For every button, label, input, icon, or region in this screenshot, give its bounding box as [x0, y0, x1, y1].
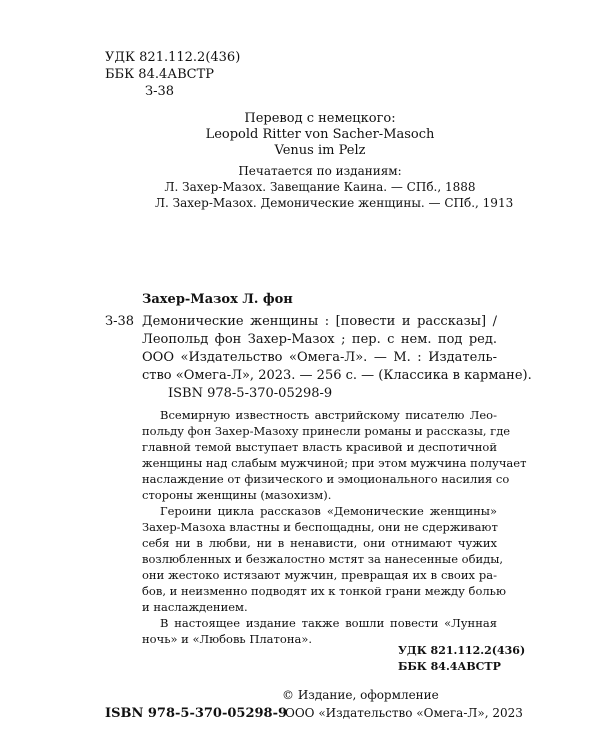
- editions-line: Л. Захер-Мазох. Демонические женщины. — СПб., 1913: [155, 196, 514, 210]
- translation-line: Перевод с немецкого:: [244, 111, 396, 126]
- copyright-publisher: ООО «Издательство «Омега-Л», 2023: [285, 706, 523, 720]
- biblio-line: Демонические женщины : [повести и рассказы] /: [142, 314, 497, 329]
- annotation-paragraph-3: [142, 615, 497, 647]
- translation-line: Leopold Ritter von Sacher-Masoch: [205, 127, 435, 142]
- annotation-line: ночь» и «Любовь Платона».: [142, 632, 313, 646]
- annotation-line: женщины над слабым мужчиной; при этом мужчина получает: [142, 456, 527, 470]
- annotation-line: они жестоко истязают мужчин, превращая их в своих ра-: [142, 568, 497, 582]
- translation-block: [155, 111, 485, 159]
- biblio-description: [142, 313, 532, 385]
- editions-line: Л. Захер-Мазох. Завещание Каина. — СПб., 1888: [164, 180, 476, 194]
- annotation-line: В настоящее издание также вошли повести «Лунная: [160, 616, 497, 630]
- biblio-line: Леопольд фон Захер-Мазох ; пер. с нем. под ред.: [142, 332, 497, 347]
- udk-code: УДК 821.112.2(436): [105, 50, 241, 65]
- biblio-author: Захер-Мазох Л. фон: [142, 292, 293, 307]
- copyright-line: © Издание, оформление: [282, 688, 439, 702]
- annotation-line: и наслаждением.: [142, 600, 248, 614]
- biblio-isbn: ISBN 978-5-370-05298-9: [168, 386, 333, 401]
- biblio-line: ООО «Издательство «Омега-Л». — М. : Издатель-: [142, 350, 497, 365]
- footer-isbn: ISBN 978-5-370-05298-9: [105, 706, 288, 721]
- annotation-line: Захер-Мазоха властны и беспощадны, они не сдерживают: [142, 520, 498, 534]
- editions-block: [155, 163, 514, 211]
- small-bbk-code: ББК 84.4АВСТР: [398, 660, 501, 673]
- annotation-line: польду фон Захер-Мазоху принесли романы и рассказы, где: [142, 424, 511, 438]
- annotation-line: бов, и неизменно подводят их к тонкой грани между болью: [142, 584, 506, 598]
- small-udk-code: УДК 821.112.2(436): [398, 644, 526, 657]
- annotation-line: себя ни в любви, ни в ненависти, они отнимают чужих: [142, 536, 497, 550]
- annotation-paragraph-2: [142, 503, 506, 615]
- annotation-paragraph-1: [142, 407, 527, 503]
- translation-line: Venus im Pelz: [274, 143, 366, 158]
- editions-line: Печатается по изданиям:: [238, 164, 402, 178]
- annotation-line: главной темой выступает власть красивой и деспотичной: [142, 440, 497, 454]
- annotation-line: Всемирную известность австрийскому писателю Лео-: [160, 408, 497, 422]
- biblio-line: ство «Омега-Л», 2023. — 256 с. — (Классика в кармане).: [142, 368, 532, 383]
- biblio-code: З-38: [105, 314, 135, 329]
- bbk-code: ББК 84.4АВСТР: [105, 67, 215, 82]
- annotation-line: наслаждение от физического и эмоционального насилия со: [142, 472, 510, 486]
- annotation-line: Героини цикла рассказов «Демонические женщины»: [160, 504, 497, 518]
- author-mark-code: З-38: [145, 84, 175, 99]
- annotation-line: возлюбленных и безжалостно мстят за нанесенные обиды,: [142, 552, 504, 566]
- annotation-line: стороны женщины (мазохизм).: [142, 488, 332, 502]
